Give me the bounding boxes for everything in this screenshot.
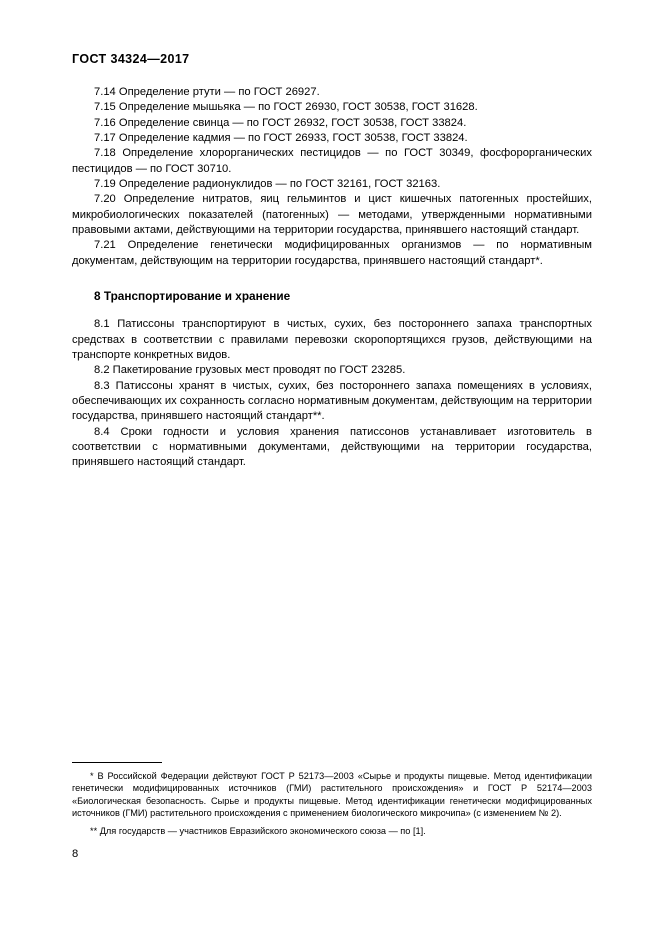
footnote-2: ** Для государств — участников Евразийского экономического союза — по [1].: [90, 826, 426, 837]
clause-7-20: 7.20 Определение нитратов, яиц гельминтов и цист кишечных патогенных простейших, микробиологических показателей (патогенных) — методами, утвержденными нормативными правовыми актами, действующими на территории государства, принявшего настоящий стандарт.: [72, 193, 592, 237]
clause-7-14: 7.14 Определение ртути — по ГОСТ 26927.: [94, 86, 320, 98]
footnote-1: * В Российской Федерации действуют ГОСТ Р 52173—2003 «Сырье и продукты пищевые. Метод идентификации генетически модифицированных источников (ГМИ) растительного происхождения» и ГОСТ Р 52174—2003 «Биологическая безопасность. Сырье и продукты пищевые. Метод идентификации генетически модифицированных источников (ГМИ) растительного происхождения с применением биологического микрочипа» (с изменением № 2).: [72, 771, 592, 818]
page-header: ГОСТ 34324—2017: [72, 52, 190, 66]
clause-7-16: 7.16 Определение свинца — по ГОСТ 26932, ГОСТ 30538, ГОСТ 33824.: [94, 116, 467, 129]
clause-7-19: 7.19 Определение радионуклидов — по ГОСТ 32161, ГОСТ 32163.: [94, 178, 441, 191]
clause-8-2: 8.2 Пакетирование грузовых мест проводят по ГОСТ 23285.: [94, 364, 406, 377]
clause-8-4: 8.4 Сроки годности и условия хранения патиссонов устанавливает изготовитель в соответствии с нормативными документами, действующими на территории государства, принявшего настоящий стандарт.: [72, 425, 592, 469]
clause-7-18: 7.18 Определение хлорорганических пестицидов — по ГОСТ 30349, фосфорорганических пестицидов — по ГОСТ 30710.: [72, 147, 592, 175]
clause-8-1: 8.1 Патиссоны транспортируют в чистых, сухих, без постороннего запаха транспортных средствах в соответствии с правилами перевозки скоропортящихся грузов, действующими на транспорте конкретных видов.: [72, 318, 592, 361]
clause-7-21: 7.21 Определение генетически модифицированных организмов — по нормативным документам, действующим на территории государства, принявшего настоящий стандарт*.: [72, 239, 592, 267]
section-heading-8: 8 Транспортирование и хранение: [94, 289, 291, 304]
footnotes-block: [72, 762, 592, 838]
page-content: [72, 85, 592, 471]
clause-8-3: 8.3 Патиссоны хранят в чистых, сухих, без постороннего запаха помещениях в условиях, обеспечивающих их сохранность согласно нормативным документам, действующим на территории государства, принявшего настоящий стандарт**.: [72, 379, 592, 423]
clause-7-17: 7.17 Определение кадмия — по ГОСТ 26933, ГОСТ 30538, ГОСТ 33824.: [94, 132, 468, 145]
footnote-divider: [72, 762, 162, 763]
clause-7-15: 7.15 Определение мышьяка — по ГОСТ 26930, ГОСТ 30538, ГОСТ 31628.: [94, 101, 478, 114]
page-number: 8: [72, 848, 79, 860]
